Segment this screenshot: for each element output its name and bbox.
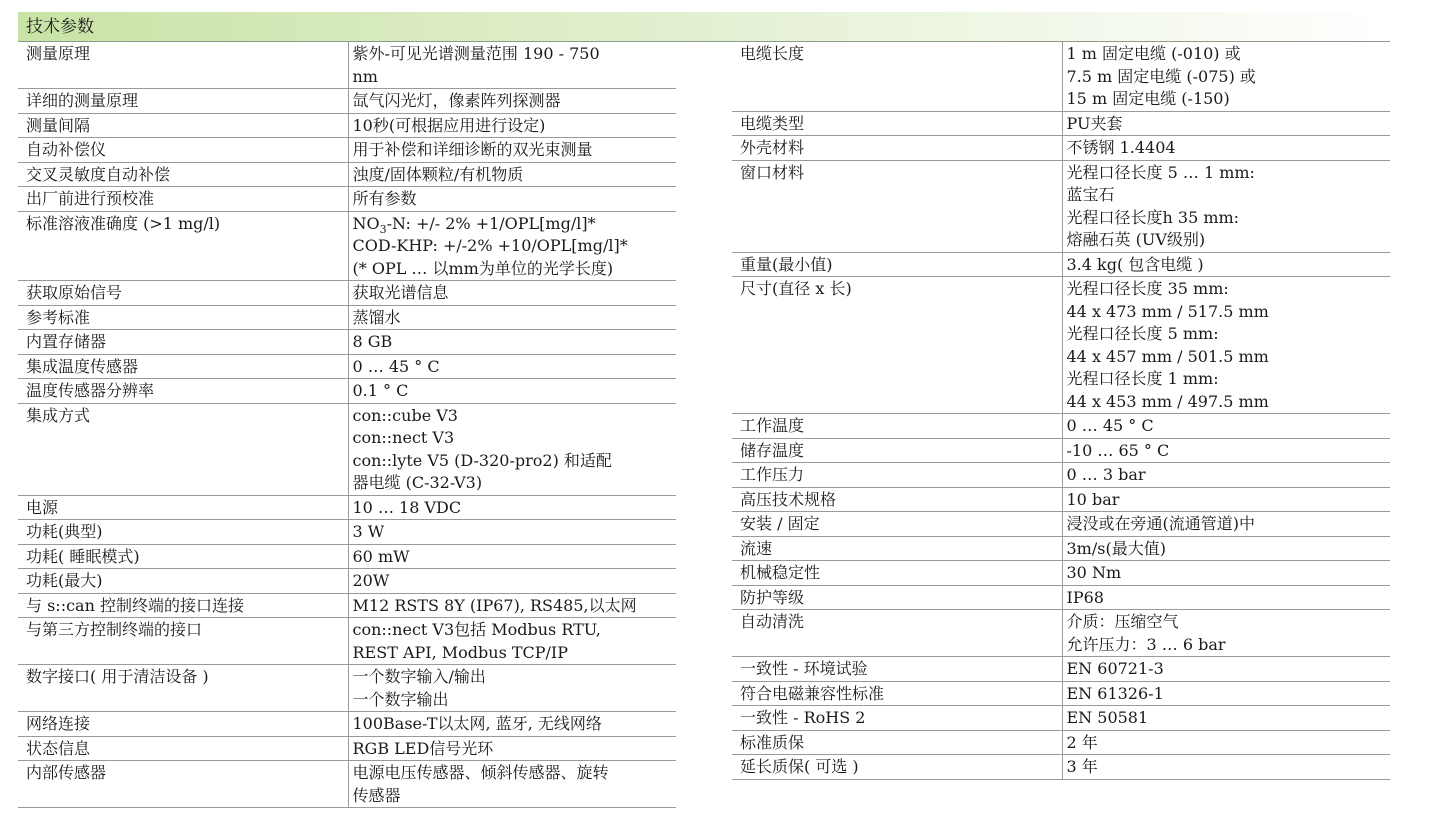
spec-value-line: con::nect V3 <box>352 428 455 447</box>
spec-value <box>1062 512 1390 537</box>
spec-row <box>732 561 1390 586</box>
spec-value <box>1062 657 1390 682</box>
spec-row <box>732 463 1390 488</box>
spec-value-line: M12 RSTS 8Y (IP67), RS485,以太网 <box>352 595 637 615</box>
spec-row <box>732 657 1390 682</box>
spec-row <box>18 569 676 594</box>
spec-value-line: 0 … 45 ° C <box>1066 416 1154 435</box>
spec-row <box>732 487 1390 512</box>
spec-value-line: 蓝宝石 <box>1066 185 1115 204</box>
spec-label: 温度传感器分辨率 <box>18 379 348 404</box>
spec-row <box>18 544 676 569</box>
spec-row <box>18 712 676 737</box>
spec-label: 状态信息 <box>18 736 348 761</box>
spec-label: 集成温度传感器 <box>18 354 348 379</box>
spec-row <box>18 618 676 665</box>
spec-value-line: 蒸馏水 <box>352 307 401 327</box>
spec-value-line: 光程口径长度 5 … 1 mm: <box>1066 162 1255 182</box>
spec-label: 高压技术规格 <box>732 487 1062 512</box>
spec-table-right <box>732 42 1390 780</box>
spec-row <box>732 512 1390 537</box>
spec-row <box>18 495 676 520</box>
spec-row <box>732 111 1390 136</box>
spec-value <box>348 305 676 330</box>
spec-value-line: 44 x 453 mm / 497.5 mm <box>1066 391 1269 411</box>
spec-value-line: 100Base-T以太网, 蓝牙, 无线网络 <box>352 714 602 733</box>
spec-label: 出厂前进行预校准 <box>18 187 348 212</box>
section-header-bar <box>18 12 1390 42</box>
spec-value <box>348 162 676 187</box>
spec-value <box>1062 585 1390 610</box>
spec-value-line: 光程口径长度 5 mm: <box>1066 324 1219 343</box>
spec-value <box>1062 536 1390 561</box>
spec-value-line: 3.4 kg( 包含电缆 ) <box>1066 254 1204 274</box>
spec-row <box>732 681 1390 706</box>
spec-value-line: 光程口径长度h 35 mm: <box>1066 207 1240 227</box>
spec-row <box>18 138 676 163</box>
spec-row <box>732 536 1390 561</box>
spec-value-line: 7.5 m 固定电缆 (-075) 或 <box>1066 66 1256 86</box>
spec-row <box>18 761 676 808</box>
spec-value-line: con::cube V3 <box>352 405 458 425</box>
spec-label: 流速 <box>732 536 1062 561</box>
spec-row <box>18 330 676 355</box>
spec-label: 自动清洗 <box>732 610 1062 657</box>
spec-value-line: 10秒(可根据应用进行设定) <box>352 115 546 135</box>
spec-value-line: 一个数字输入/输出 <box>352 667 486 686</box>
spec-value-line: EN 60721-3 <box>1066 659 1164 678</box>
spec-value <box>348 665 676 712</box>
spec-row <box>18 354 676 379</box>
spec-label: 外壳材料 <box>732 136 1062 161</box>
spec-label: 尺寸(直径 x 长) <box>732 277 1062 414</box>
spec-row <box>18 379 676 404</box>
spec-label: 机械稳定性 <box>732 561 1062 586</box>
spec-value <box>348 138 676 163</box>
spec-value-line: 一个数字输出 <box>352 689 449 709</box>
spec-value-line: 20W <box>352 571 390 590</box>
spec-value-line: 3 年 <box>1066 757 1098 776</box>
spec-value <box>348 544 676 569</box>
spec-value-line: (* OPL … 以mm为单位的光学长度) <box>352 258 614 278</box>
spec-row <box>732 706 1390 731</box>
spec-value-line: EN 50581 <box>1066 708 1149 727</box>
spec-row <box>732 160 1390 252</box>
spec-value <box>348 593 676 618</box>
spec-value-line: 0 … 45 ° C <box>352 356 440 376</box>
spec-value <box>1062 160 1390 252</box>
spec-row <box>18 113 676 138</box>
spec-value-line: 60 mW <box>352 546 410 566</box>
spec-value <box>1062 487 1390 512</box>
spec-label: 延长质保( 可选 ) <box>732 755 1062 780</box>
spec-value-line: 44 x 457 mm / 501.5 mm <box>1066 346 1269 366</box>
spec-label: 详细的测量原理 <box>18 89 348 114</box>
spec-row <box>732 438 1390 463</box>
spec-value <box>348 281 676 306</box>
spec-label: 自动补偿仪 <box>18 138 348 163</box>
spec-row <box>732 42 1390 111</box>
spec-value <box>1062 610 1390 657</box>
spec-row <box>18 665 676 712</box>
spec-row <box>732 755 1390 780</box>
spec-value-line: 1 m 固定电缆 (-010) 或 <box>1066 44 1241 63</box>
spec-value-line: RGB LED信号光环 <box>352 738 494 758</box>
spec-value-line: 15 m 固定电缆 (-150) <box>1066 89 1230 108</box>
spec-label: 工作温度 <box>732 414 1062 439</box>
spec-value-line: 10 … 18 VDC <box>352 497 462 517</box>
spec-value-line: con::nect V3包括 Modbus RTU, <box>352 620 601 639</box>
spec-label: 一致性 - 环境试验 <box>732 657 1062 682</box>
spec-value <box>1062 463 1390 488</box>
spec-value <box>348 736 676 761</box>
spec-value <box>348 89 676 114</box>
spec-table-left <box>18 42 676 808</box>
spec-value <box>348 211 676 281</box>
spec-label: 功耗(典型) <box>18 520 348 545</box>
section-title: 技术参数 <box>26 17 94 37</box>
spec-value <box>1062 561 1390 586</box>
spec-label: 标准溶液准确度 (>1 mg/l) <box>18 211 348 281</box>
spec-label: 工作压力 <box>732 463 1062 488</box>
spec-row <box>18 42 676 89</box>
spec-label: 重量(最小值) <box>732 252 1062 277</box>
spec-row <box>18 162 676 187</box>
spec-value <box>1062 681 1390 706</box>
spec-value-line: 传感器 <box>352 785 401 805</box>
spec-value-line: 不锈钢 1.4404 <box>1066 138 1176 157</box>
spec-value-line: $NO_3-N$: +/- 2% +1/OPL[mg/l]* <box>352 213 596 236</box>
spec-row <box>732 252 1390 277</box>
spec-value <box>1062 136 1390 161</box>
spec-row <box>732 414 1390 439</box>
spec-table-left-body <box>18 42 676 808</box>
spec-label: 数字接口( 用于清洁设备 ) <box>18 665 348 712</box>
spec-value <box>1062 730 1390 755</box>
spec-row <box>18 520 676 545</box>
spec-row <box>732 730 1390 755</box>
spec-value <box>1062 414 1390 439</box>
spec-label: 标准质保 <box>732 730 1062 755</box>
spec-value-line: 紫外-可见光谱测量范围 190 - 750 <box>352 44 600 63</box>
spec-value <box>1062 706 1390 731</box>
spec-value <box>348 42 676 89</box>
spec-value-line: 2 年 <box>1066 732 1098 752</box>
spec-value <box>348 354 676 379</box>
spec-value-line: 熔融石英 (UV级别) <box>1066 230 1206 249</box>
spec-value-line: IP68 <box>1066 587 1104 607</box>
spec-value <box>348 761 676 808</box>
spec-value <box>348 187 676 212</box>
spec-value <box>348 379 676 404</box>
spec-label: 集成方式 <box>18 403 348 495</box>
spec-label: 内置存储器 <box>18 330 348 355</box>
spec-value-line: 浸没或在旁通(流通管道)中 <box>1066 514 1255 533</box>
spec-label: 与 s::can 控制终端的接口连接 <box>18 593 348 618</box>
spec-label: 参考标准 <box>18 305 348 330</box>
spec-label: 内部传感器 <box>18 761 348 808</box>
spec-value-line: 3 W <box>352 522 385 541</box>
spec-value-line: REST API, Modbus TCP/IP <box>352 642 569 662</box>
spec-row <box>18 403 676 495</box>
spec-label: 功耗( 睡眠模式) <box>18 544 348 569</box>
spec-value-line: 允许压力：3 … 6 bar <box>1066 634 1226 654</box>
spec-label: 符合电磁兼容性标准 <box>732 681 1062 706</box>
spec-value-line: 光程口径长度 1 mm: <box>1066 369 1219 388</box>
spec-label: 储存温度 <box>732 438 1062 463</box>
spec-value <box>348 403 676 495</box>
spec-value-line: 电源电压传感器、倾斜传感器、旋转 <box>352 763 609 782</box>
spec-value-line: 44 x 473 mm / 517.5 mm <box>1066 301 1269 321</box>
spec-row <box>732 585 1390 610</box>
spec-value-line: 30 Nm <box>1066 563 1122 582</box>
spec-value-line: 器电缆 (C-32-V3) <box>352 473 483 492</box>
spec-value <box>348 330 676 355</box>
spec-label: 防护等级 <box>732 585 1062 610</box>
spec-value-line: -10 … 65 ° C <box>1066 440 1170 460</box>
spec-label: 电缆类型 <box>732 111 1062 136</box>
spec-row <box>732 277 1390 414</box>
spec-value-line: nm <box>352 66 378 86</box>
spec-value-line: 0 … 3 bar <box>1066 465 1146 484</box>
spec-value-line: 介质：压缩空气 <box>1066 612 1179 631</box>
spec-label: 安装 / 固定 <box>732 512 1062 537</box>
spec-row <box>18 89 676 114</box>
spec-value-line: 氙气闪光灯，像素阵列探测器 <box>352 91 561 110</box>
spec-value-line: 10 bar <box>1066 489 1120 509</box>
spec-value-line: 光程口径长度 35 mm: <box>1066 279 1229 298</box>
spec-value-line: 浊度/固体颗粒/有机物质 <box>352 164 524 184</box>
spec-label: 一致性 - RoHS 2 <box>732 706 1062 731</box>
spec-label: 功耗(最大) <box>18 569 348 594</box>
spec-value <box>1062 755 1390 780</box>
spec-label: 交叉灵敏度自动补偿 <box>18 162 348 187</box>
spec-value-line: 获取光谱信息 <box>352 283 449 302</box>
spec-label: 网络连接 <box>18 712 348 737</box>
spec-value <box>1062 438 1390 463</box>
spec-value-line: 3m/s(最大值) <box>1066 538 1166 558</box>
spec-value <box>348 618 676 665</box>
spec-row <box>18 187 676 212</box>
spec-value <box>348 712 676 737</box>
spec-label: 与第三方控制终端的接口 <box>18 618 348 665</box>
spec-label: 获取原始信号 <box>18 281 348 306</box>
spec-value-line: PU夹套 <box>1066 113 1123 133</box>
spec-row <box>18 211 676 281</box>
spec-row <box>732 610 1390 657</box>
spec-value <box>348 520 676 545</box>
spec-value <box>1062 111 1390 136</box>
spec-value <box>1062 42 1390 111</box>
spec-value-line: 所有参数 <box>352 189 417 208</box>
spec-table-right-body <box>732 42 1390 779</box>
spec-label: 窗口材料 <box>732 160 1062 252</box>
spec-value <box>348 569 676 594</box>
spec-row <box>18 736 676 761</box>
spec-label: 电缆长度 <box>732 42 1062 111</box>
spec-row <box>18 593 676 618</box>
spec-label: 测量间隔 <box>18 113 348 138</box>
spec-row <box>18 281 676 306</box>
spec-label: 电源 <box>18 495 348 520</box>
spec-row <box>732 136 1390 161</box>
spec-value <box>348 495 676 520</box>
spec-value-line: 0.1 ° C <box>352 381 409 400</box>
spec-value-line: EN 61326-1 <box>1066 683 1164 703</box>
spec-value <box>1062 277 1390 414</box>
spec-value-line: 用于补偿和详细诊断的双光束测量 <box>352 140 593 159</box>
spec-row <box>18 305 676 330</box>
spec-value-line: COD-KHP: +/-2% +10/OPL[mg/l]* <box>352 236 628 255</box>
spec-value <box>1062 252 1390 277</box>
spec-label: 测量原理 <box>18 42 348 89</box>
spec-value-line: 8 GB <box>352 332 393 351</box>
spec-value-line: con::lyte V5 (D-320-pro2) 和适配 <box>352 450 612 470</box>
spec-value <box>348 113 676 138</box>
